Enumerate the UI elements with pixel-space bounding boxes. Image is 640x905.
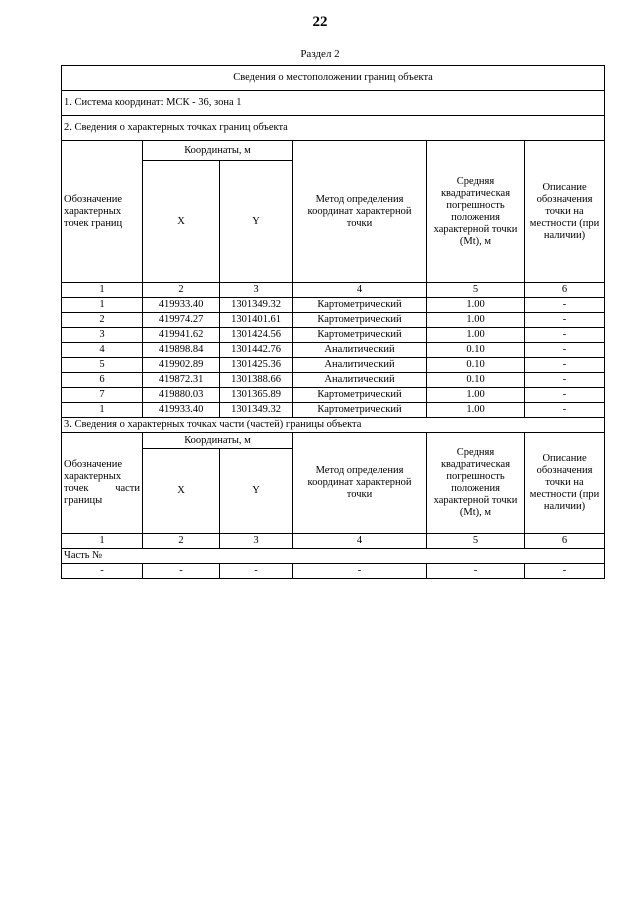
cell-point: 6 bbox=[62, 373, 143, 388]
header3-y: Y bbox=[220, 449, 293, 534]
cell-x: 419880.03 bbox=[143, 388, 220, 403]
cell-x: 419974.27 bbox=[143, 313, 220, 328]
table-row bbox=[62, 328, 605, 343]
table-title: Сведения о местоположении границ объекта bbox=[62, 66, 605, 91]
cell-point: - bbox=[62, 564, 143, 579]
table-row bbox=[62, 358, 605, 373]
cell-y: 1301425.36 bbox=[220, 358, 293, 373]
cell-desc: - bbox=[525, 564, 605, 579]
col-number: 2 bbox=[143, 534, 220, 549]
col-number: 5 bbox=[427, 534, 525, 549]
cell-x: 419902.89 bbox=[143, 358, 220, 373]
cell-x: 419941.62 bbox=[143, 328, 220, 343]
cell-point: 2 bbox=[62, 313, 143, 328]
cell-x: 419933.40 bbox=[143, 403, 220, 418]
cell-method: - bbox=[293, 564, 427, 579]
cell-accuracy: 1.00 bbox=[427, 313, 525, 328]
cell-desc: - bbox=[525, 313, 605, 328]
cell-accuracy: 0.10 bbox=[427, 373, 525, 388]
table-row bbox=[62, 403, 605, 418]
header3-accuracy: Средняя квадратическая погрешность положения характерной точки (Mt), м bbox=[427, 433, 525, 534]
cell-accuracy: - bbox=[427, 564, 525, 579]
col-number: 2 bbox=[143, 283, 220, 298]
col-number: 6 bbox=[525, 534, 605, 549]
header3-point-label: Обозначение характерных точек части границы bbox=[62, 433, 143, 534]
header-y: Y bbox=[220, 161, 293, 283]
cell-method: Аналитический bbox=[293, 358, 427, 373]
cell-point: 1 bbox=[62, 298, 143, 313]
cell-y: 1301388.66 bbox=[220, 373, 293, 388]
section3-title: 3. Сведения о характерных точках части (частей) границы объекта bbox=[62, 418, 605, 433]
cell-y: 1301349.32 bbox=[220, 298, 293, 313]
header-description: Описание обозначения точки на местности (при наличии) bbox=[525, 141, 605, 283]
cell-method: Аналитический bbox=[293, 343, 427, 358]
cell-method: Аналитический bbox=[293, 373, 427, 388]
column-numbers-row-3 bbox=[62, 534, 605, 549]
cell-x: - bbox=[143, 564, 220, 579]
cell-desc: - bbox=[525, 343, 605, 358]
cell-accuracy: 1.00 bbox=[427, 298, 525, 313]
boundary-table bbox=[61, 65, 605, 579]
header3-coords: Координаты, м bbox=[143, 433, 293, 449]
table-row bbox=[62, 388, 605, 403]
header3-method: Метод определения координат характерной точки bbox=[293, 433, 427, 534]
cell-y: - bbox=[220, 564, 293, 579]
col-number: 3 bbox=[220, 534, 293, 549]
col-number: 3 bbox=[220, 283, 293, 298]
header-method: Метод определения координат характерной точки bbox=[293, 141, 427, 283]
header3-x: X bbox=[143, 449, 220, 534]
header-x: X bbox=[143, 161, 220, 283]
cell-method: Картометрический bbox=[293, 388, 427, 403]
cell-point: 7 bbox=[62, 388, 143, 403]
cell-point: 5 bbox=[62, 358, 143, 373]
cell-accuracy: 1.00 bbox=[427, 328, 525, 343]
col-number: 1 bbox=[62, 283, 143, 298]
cell-desc: - bbox=[525, 373, 605, 388]
cell-desc: - bbox=[525, 388, 605, 403]
cell-desc: - bbox=[525, 403, 605, 418]
cell-point: 1 bbox=[62, 403, 143, 418]
section2-title: 2. Сведения о характерных точках границ объекта bbox=[62, 116, 605, 141]
section-label: Раздел 2 bbox=[300, 48, 340, 60]
part-row bbox=[62, 564, 605, 579]
table-row bbox=[62, 343, 605, 358]
part-label-row: Часть № bbox=[62, 549, 605, 564]
header-coords: Координаты, м bbox=[143, 141, 293, 161]
cell-y: 1301365.89 bbox=[220, 388, 293, 403]
table-row bbox=[62, 373, 605, 388]
cell-point: 4 bbox=[62, 343, 143, 358]
col-number: 4 bbox=[293, 283, 427, 298]
cell-x: 419933.40 bbox=[143, 298, 220, 313]
cell-y: 1301349.32 bbox=[220, 403, 293, 418]
cell-method: Картометрический bbox=[293, 403, 427, 418]
col-number: 6 bbox=[525, 283, 605, 298]
cell-x: 419872.31 bbox=[143, 373, 220, 388]
header-accuracy: Средняя квадратическая погрешность положения характерной точки (Mt), м bbox=[427, 141, 525, 283]
table-row bbox=[62, 313, 605, 328]
header-point-label: Обозначение характерных точек границ bbox=[62, 141, 143, 283]
cell-desc: - bbox=[525, 328, 605, 343]
cell-method: Картометрический bbox=[293, 313, 427, 328]
cell-desc: - bbox=[525, 358, 605, 373]
cell-x: 419898.84 bbox=[143, 343, 220, 358]
table-row bbox=[62, 298, 605, 313]
cell-method: Картометрический bbox=[293, 328, 427, 343]
cell-y: 1301401.61 bbox=[220, 313, 293, 328]
page-number: 22 bbox=[312, 14, 328, 30]
cell-accuracy: 1.00 bbox=[427, 403, 525, 418]
coord-system-row: 1. Система координат: МСК - 36, зона 1 bbox=[62, 91, 605, 116]
cell-accuracy: 1.00 bbox=[427, 388, 525, 403]
cell-desc: - bbox=[525, 298, 605, 313]
cell-accuracy: 0.10 bbox=[427, 343, 525, 358]
col-number: 1 bbox=[62, 534, 143, 549]
cell-y: 1301424.56 bbox=[220, 328, 293, 343]
column-numbers-row bbox=[62, 283, 605, 298]
col-number: 4 bbox=[293, 534, 427, 549]
cell-method: Картометрический bbox=[293, 298, 427, 313]
header3-description: Описание обозначения точки на местности (при наличии) bbox=[525, 433, 605, 534]
col-number: 5 bbox=[427, 283, 525, 298]
cell-point: 3 bbox=[62, 328, 143, 343]
cell-accuracy: 0.10 bbox=[427, 358, 525, 373]
cell-y: 1301442.76 bbox=[220, 343, 293, 358]
